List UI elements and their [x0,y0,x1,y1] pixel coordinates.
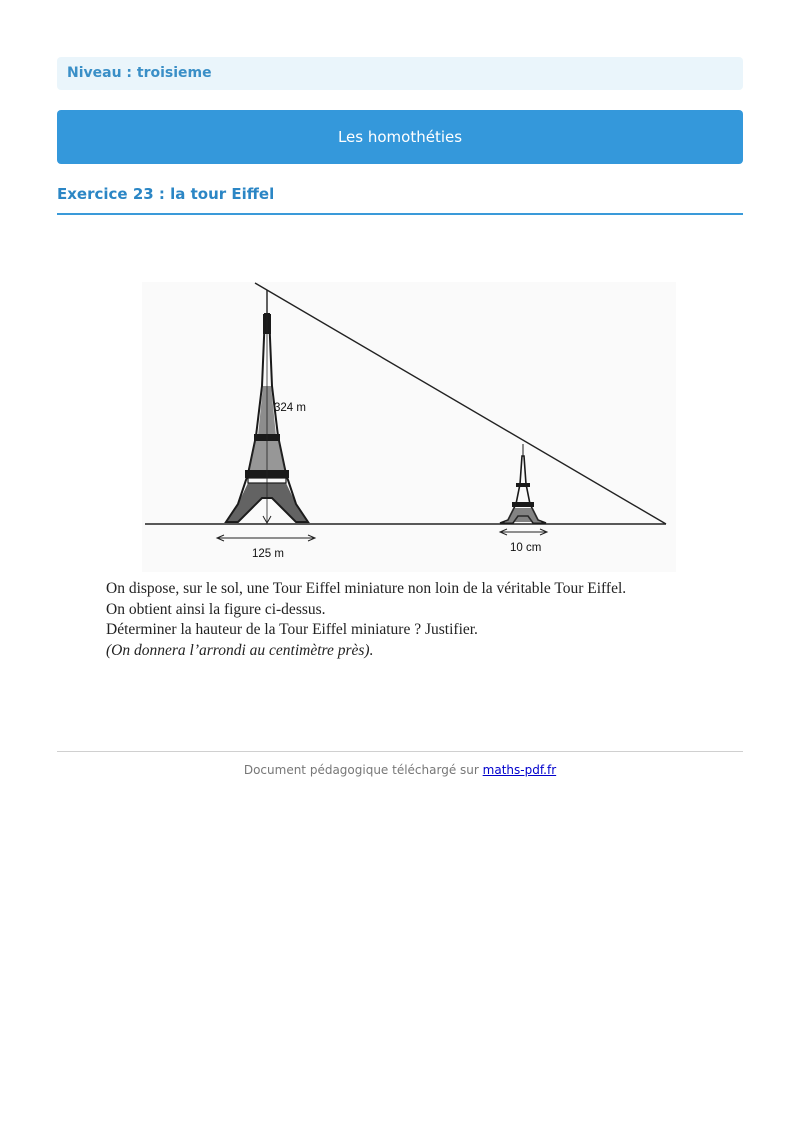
eiffel-figure [100,276,700,576]
statement-line: On dispose, sur le sol, une Tour Eiffel miniature non loin de la véritable Tour Eiffel. [106,580,627,597]
exercise-statement [106,579,746,661]
height-label: 324 m [274,402,306,414]
chapter-banner: Les homothéties [57,110,743,164]
footer-link[interactable]: maths-pdf.fr [482,763,557,777]
statement-line: Déterminer la hauteur de la Tour Eiffel miniature ? Justifier. [106,621,478,638]
statement-line: On obtient ainsi la figure ci-dessus. [106,600,326,618]
exercise-title: Exercice 23 : la tour Eiffel [57,185,743,215]
base-label: 125 m [252,548,284,560]
footer-text: Document pédagogique téléchargé sur [243,763,479,777]
footer-divider [57,751,743,752]
level-badge: Niveau : troisieme [57,57,743,90]
figure-svg [100,276,700,576]
footer [0,763,800,777]
figure-background [142,282,676,572]
statement-note: (On donnera l’arrondi au centimètre près). [106,641,374,659]
mini-base-label: 10 cm [510,542,542,554]
